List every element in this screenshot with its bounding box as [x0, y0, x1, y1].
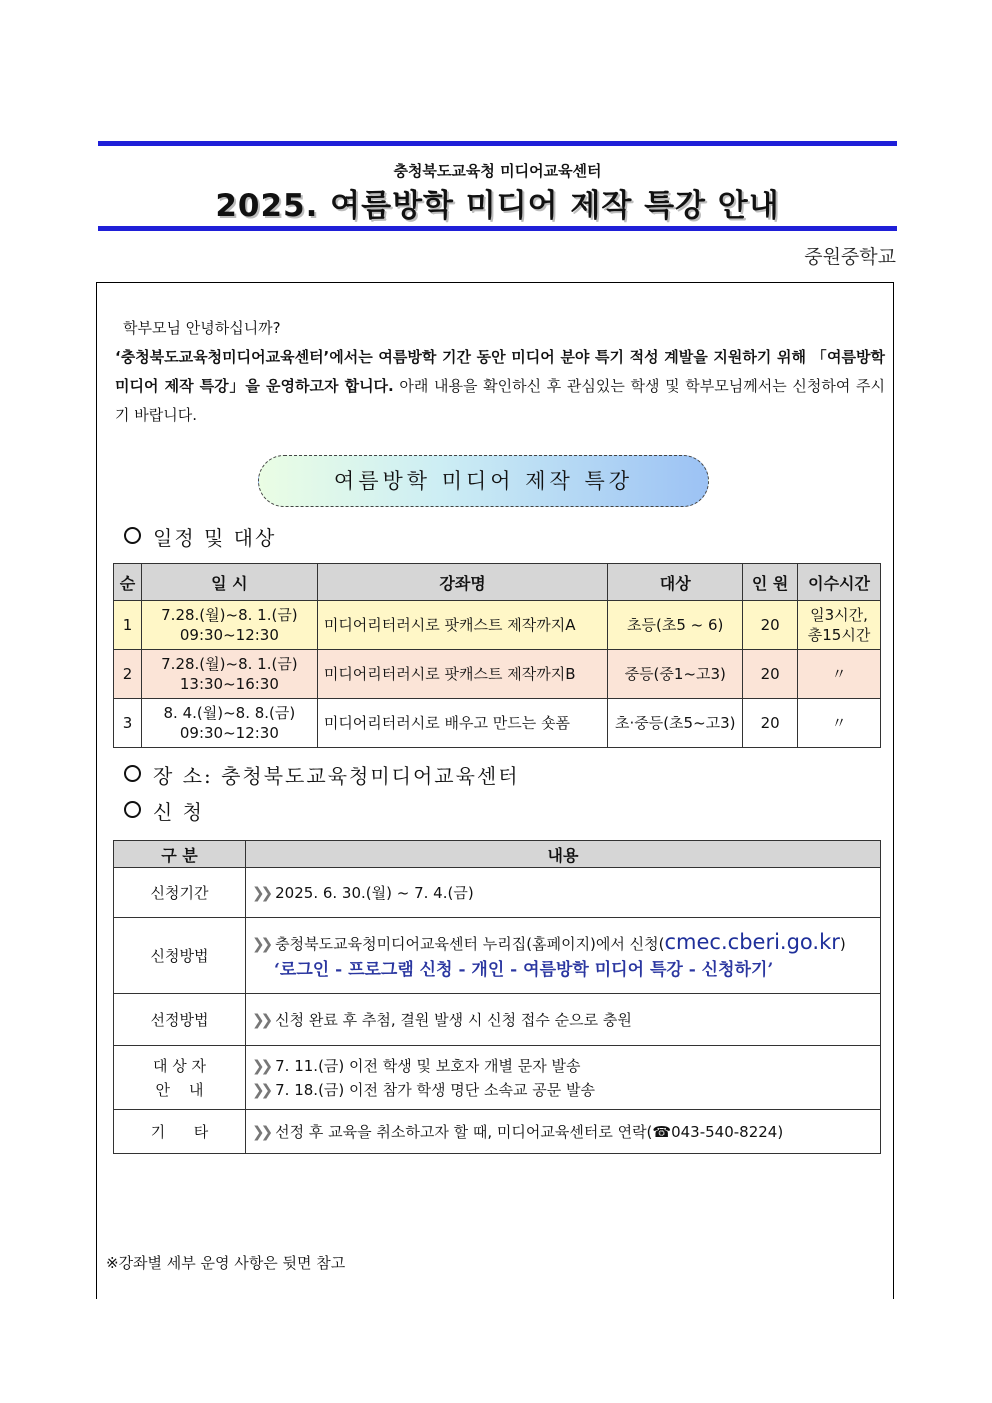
- header-cell: 인 원: [743, 564, 798, 601]
- target-cell: 중등(중1~고3): [608, 650, 743, 699]
- section-schedule-heading: 일정 및 대상: [124, 522, 276, 551]
- intro-paragraph: [115, 314, 885, 430]
- row-label: 신청방법: [114, 918, 246, 994]
- count-cell: 20: [743, 650, 798, 699]
- row-label: 대 상 자 안 내: [114, 1046, 246, 1110]
- double-arrow-icon: ❯❯: [252, 883, 270, 902]
- double-arrow-icon: ❯❯: [252, 1056, 270, 1075]
- circle-bullet-icon: [124, 801, 141, 818]
- date-cell: 7.28.(월)~8. 1.(금) 09:30~12:30: [141, 601, 317, 650]
- course-name: 미디어리터러시로 배우고 만드는 숏폼: [317, 699, 608, 748]
- school-name: 중원중학교: [804, 246, 896, 268]
- header-cell: 순: [114, 564, 142, 601]
- website-link[interactable]: cmec.cberi.go.kr: [664, 929, 840, 954]
- hours-cell: 〃: [798, 699, 881, 748]
- row-label: 선정방법: [114, 994, 246, 1046]
- table-row: [114, 699, 881, 748]
- target-cell: 초·중등(초5~고3): [608, 699, 743, 748]
- date-cell: 8. 4.(월)~8. 8.(금) 09:30~12:30: [141, 699, 317, 748]
- table-row: [114, 918, 881, 994]
- footnote: ※강좌별 세부 운영 사항은 뒷면 참고: [106, 1254, 346, 1272]
- header-cell: 대상: [608, 564, 743, 601]
- table-row: [114, 1110, 881, 1154]
- table-row: [114, 994, 881, 1046]
- circle-bullet-icon: [124, 527, 141, 544]
- section-apply-heading: 신 청: [124, 796, 204, 825]
- row-content: ❯❯ 7. 11.(금) 이전 학생 및 보호자 개별 문자 발송 ❯❯ 7. 18.(금) 이전 참가 학생 명단 소속교 공문 발송: [246, 1046, 881, 1110]
- double-arrow-icon: ❯❯: [252, 1122, 270, 1141]
- circle-bullet-icon: [124, 765, 141, 782]
- header-cell: 구 분: [114, 841, 246, 868]
- intro-normal-text: 아래 내용을 확인하신 후 관심있는 학생 및 학부모님께서는 신청하여 주시기 바랍니다.: [115, 377, 885, 424]
- application-table: [113, 840, 881, 1154]
- header-cell: 내용: [246, 841, 881, 868]
- row-number: 1: [114, 601, 142, 650]
- table-row: [114, 601, 881, 650]
- table-header-row: [114, 841, 881, 868]
- course-name: 미디어리터러시로 팟캐스트 제작까지A: [317, 601, 608, 650]
- header-rule-top: [98, 141, 897, 146]
- organization-name: 충청북도교육청 미디어교육센터: [393, 162, 602, 180]
- hours-cell: 일3시간, 총15시간: [798, 601, 881, 650]
- row-number: 2: [114, 650, 142, 699]
- row-content: ❯❯ 충청북도교육청미디어교육센터 누리집(홈페이지)에서 신청(cmec.cberi.go.kr) ‘로그인 - 프로그램 신청 - 개인 - 여름방학 미디어 특강 - 신청하기’: [246, 918, 881, 994]
- double-arrow-icon: ❯❯: [252, 1080, 270, 1099]
- row-content: ❯❯ 2025. 6. 30.(월) ~ 7. 4.(금): [246, 868, 881, 918]
- row-content: ❯❯ 신청 완료 후 추첨, 결원 발생 시 신청 접수 순으로 충원: [246, 994, 881, 1046]
- double-arrow-icon: ❯❯: [252, 934, 270, 953]
- row-number: 3: [114, 699, 142, 748]
- count-cell: 20: [743, 601, 798, 650]
- page-title: 2025. 여름방학 미디어 제작 특강 안내: [215, 188, 780, 224]
- application-steps: ‘로그인 - 프로그램 신청 - 개인 - 여름방학 미디어 특강 - 신청하기’: [274, 959, 774, 980]
- header-cell: 일 시: [141, 564, 317, 601]
- header-rule-bottom: [98, 226, 897, 231]
- row-label: 신청기간: [114, 868, 246, 918]
- table-header-row: [114, 564, 881, 601]
- row-content: ❯❯ 선정 후 교육을 취소하고자 할 때, 미디어교육센터로 연락(☎043-540-8224): [246, 1110, 881, 1154]
- section-location-heading: 장 소: 충청북도교육청미디어교육센터: [124, 760, 520, 789]
- schedule-table: [113, 563, 881, 748]
- table-row: [114, 1046, 881, 1110]
- program-banner: 여름방학 미디어 제작 특강: [258, 455, 709, 507]
- intro-greeting: 학부모님 안녕하십니까?: [123, 319, 281, 337]
- double-arrow-icon: ❯❯: [252, 1010, 270, 1029]
- target-cell: 초등(초5 ~ 6): [608, 601, 743, 650]
- intro-bold-text: ‘충청북도교육청미디어교육센터’에서는 여름방학 기간 동안 미디어 분야 특기 적성 계발을 지원하기 위해 「여름방학 미디어 제작 특강」을 운영하고자 합니다.: [115, 348, 885, 395]
- header-cell: 이수시간: [798, 564, 881, 601]
- course-name: 미디어리터러시로 팟캐스트 제작까지B: [317, 650, 608, 699]
- header-cell: 강좌명: [317, 564, 608, 601]
- table-row: [114, 650, 881, 699]
- date-cell: 7.28.(월)~8. 1.(금) 13:30~16:30: [141, 650, 317, 699]
- row-label: 기 타: [114, 1110, 246, 1154]
- hours-cell: 〃: [798, 650, 881, 699]
- count-cell: 20: [743, 699, 798, 748]
- table-row: [114, 868, 881, 918]
